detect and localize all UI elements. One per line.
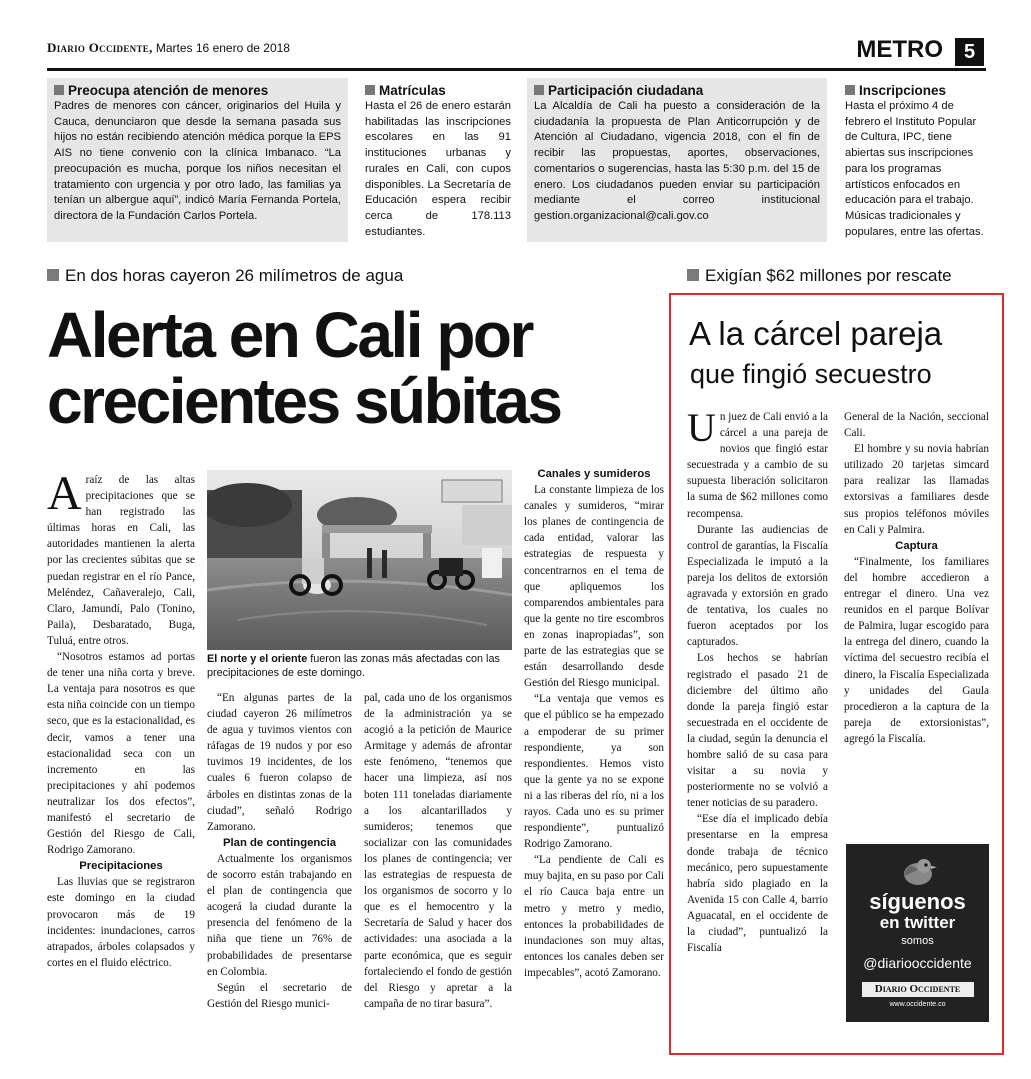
paragraph: Durante las audiencias de control de garantías, la Fiscalía Especializada le imputó a la pareja los delitos de extorsión agravada y extorsión en grado de tentativa, los cuales no fueron aceptados por los capturados. xyxy=(687,523,828,649)
square-bullet-icon xyxy=(365,85,375,95)
subhead-captura: Captura xyxy=(895,539,938,552)
subhead-precipitaciones: Precipitaciones xyxy=(79,860,163,873)
twitter-text: en twitter xyxy=(879,913,956,932)
paragraph: “En algunas partes de la ciudad cayeron 26 milímetros de agua y tuvimos vientos con ráfagas de 19 nudos y por eso tuvimos 19 incidentes, de los cuales 6 fueron colapso de árboles en distintas zonas de la ciudad”, señaló Rodrigo Zamorano. xyxy=(207,692,352,833)
brief-text: Hasta el 26 de enero estarán habilitadas las inscripciones escolares en las 91 instituciones urbanas y rurales en Cali, con cupos disponibles. La Secretaría de Educación espera recibir cerca de 178.113 estudiantes. xyxy=(365,100,511,238)
bird-icon xyxy=(898,854,938,888)
square-bullet-icon xyxy=(687,269,699,281)
side-headline: A la cárcel pareja que fingió secuestro xyxy=(689,315,943,389)
drop-cap: U xyxy=(687,405,716,450)
paragraph: pal, cada uno de los organismos de la administración ya se acogió a la petición de Maurice Armitage y además de afrontar este fenómeno, “tenemos que hacer una limpieza, así nos boten 111 toneladas diariamente a los alcantarillados y sumideros; tenemos que socializar con las comunidades los planes de contingencia; ver las estrategias de respuesta de los organismos de socorro y lo que es el hemocentro y la Secretaría de Salud y hacer dos actividades: una asociada a la parte económica, que es seguir fortaleciendo el fondo de gestión del Riesgo y apretar a la campaña de no tirar basura”. xyxy=(364,692,512,1010)
paragraph: General de la Nación, seccional Cali. xyxy=(844,411,989,440)
paragraph: “Finalmente, los familiares del hombre accedieron a entregar el dinero. Una vez reunidos en el parque Bolívar de Palmira, lugar escogido para la entrega del dinero, cuando la víctima del secuestro recibía el dinero, la Fiscalía Especializada y unidades del Gaula procedieron a la captura de la pareja de extorsionistas”, agregó la Fiscalía. xyxy=(844,555,989,745)
newspaper-name: Diario Occidente, xyxy=(47,40,153,55)
paragraph: “Ese día el implicado debía presentarse en la empresa donde trabaja de técnico mecánico, pero supuestamente habría sido plagiado en la Avenida 15 con Calle 4, barrio Aguacatal, en el occidente de la ciudad”, puntualizó la Fiscalía xyxy=(687,813,828,955)
paragraph: “Nosotros estamos ad portas de tener una niña corta y breve. La ventaja para nosotros es que esta niña coincide con un tiempo seco, que es la estacionalidad, es decir, vamos a tener una estacionalidad seca con un incremento en las precipitaciones y ahí podemos neutralizar los dos efectos”, manifestó el secretario de Gestión del Riesgo de Cali, Rodrigo Zamorano. xyxy=(47,651,195,857)
drop-cap: A xyxy=(47,467,82,520)
brief-matriculas xyxy=(358,78,518,242)
square-bullet-icon xyxy=(845,85,855,95)
follow-text: síguenos xyxy=(869,889,966,914)
brief-title: Participación ciudadana xyxy=(534,82,820,99)
flood-photo xyxy=(207,470,512,650)
subhead-plan-contingencia: Plan de contingencia xyxy=(223,836,336,849)
main-column-2 xyxy=(207,690,352,1012)
paragraph: “La pendiente de Cali es muy bajita, en su paso por Cali el río Cauca baja entre un metro y metro y medio, entonces la probabilidades de inundaciones son muy altas, entonces los canales deben ser impecables”, acotó Zamorano. xyxy=(524,854,664,979)
paragraph: “La ventaja que vemos es que el público se ha empezado a empoderar de su primer respondiente, ya son respondientes. Hemos visto que la gente ya no se expone ni a las riberas del río, ni a los rayos. Cada uno es su primer respondiente”, puntualizó Rodrigo Zamorano. xyxy=(524,693,664,851)
main-headline: Alerta en Cali por crecientes súbitas xyxy=(47,299,561,437)
page-number: 5 xyxy=(955,38,984,66)
paragraph: Según el secretario de Gestión del Riesgo munici- xyxy=(207,981,352,1010)
section-name: METRO xyxy=(856,36,943,63)
brief-text: La Alcaldía de Cali ha puesto a consideración de la ciudadanía la propuesta de Plan Anticorrupción y de Atención al Ciudadano, vigencia 2018, con el fin de recibir las propuestas, aportes, observaciones, comentarios o sugerencias, hasta las 5:30 p.m. del 15 de enero. Los ciudadanos pueden enviar su participación mediante el correo institucional gestion.organizacional@cali.gov.co xyxy=(534,100,820,222)
brief-title: Inscripciones xyxy=(845,82,984,99)
subhead-canales: Canales y sumideros xyxy=(537,468,651,480)
brief-text: Padres de menores con cáncer, originarios del Huila y Cauca, denunciaron que desde la semana pasada sus hijos no están recibiendo atención médica porque la EPS AIS no tiene convenio con la clínica Imbanaco. “La preocupación es mucha, porque los niños necesitan el tratamiento con urgencia y por otro lado, las familias ya tenían un albergue aquí”, indicó María Fernanda Portela, directora de la Fundación Carlos Portela. xyxy=(54,100,341,222)
twitter-handle: @diariooccidente xyxy=(863,955,972,971)
brief-participacion xyxy=(527,78,827,242)
square-bullet-icon xyxy=(47,269,59,281)
side-kicker: Exigían $62 millones por rescate xyxy=(687,266,952,286)
main-column-1 xyxy=(47,467,195,971)
newspaper-logo: Diario Occidente xyxy=(862,982,974,997)
side-column-1 xyxy=(687,405,828,956)
square-bullet-icon xyxy=(54,85,64,95)
paragraph: Los hechos se habrían registrado el pasado 21 de diciembre del último año donde la pareja fingió estar secuestrada en el occidente de la ciudad, según la denuncia el hombre salió de su casa para visitar a su novia y posteriormente no se volvió a tener noticias de su paradero. xyxy=(687,652,828,810)
side-column-2 xyxy=(844,409,989,747)
paragraph: Las lluvias que se registraron este domingo en la ciudad provocaron más de 19 incidentes: inundaciones, carros atrapados, árboles colapsados y cortes en el fluido eléctrico. xyxy=(47,876,195,969)
main-column-3 xyxy=(364,690,512,1012)
brief-inscripciones xyxy=(838,78,991,242)
somos-text: somos xyxy=(901,935,934,947)
brief-menores xyxy=(47,78,348,242)
masthead-line xyxy=(47,40,290,56)
paragraph: Un juez de Cali envió a la cárcel a una pareja de novios que fingió estar secuestrada y a cambio de su supuesta liberación solicitaron la suma de $62 millones como recompensa. xyxy=(687,405,828,520)
twitter-ad xyxy=(846,844,989,1022)
header-rule xyxy=(47,68,986,71)
paragraph: Actualmente los organismos de socorro están trabajando en el plan de contingencia que acogerá la ciudad durante la presencia del fenómeno de la niña que tiene un 76% de probabilidades de presentarse en Colombia. xyxy=(207,852,352,978)
main-column-4 xyxy=(524,466,664,981)
website-url: www.occidente.co xyxy=(889,1001,946,1008)
paragraph: Araíz de las altas precipitaciones que se han registrado las últimas horas en Cali, las autoridades mantienen la alerta por las crecientes súbitas que se puedan registrar en el río Pance, Meléndez, Cañaveralejo, Cali, Claro, Jamundí, Palo (Tonino, Paila), Desbaratado, Buga, Tuluá, entre otros. xyxy=(47,467,195,647)
paragraph: La constante limpieza de los canales y sumideros, “mirar los planes de contingencia de cada entidad, valorar las estrategias de respuesta y concentrarnos en el tema de que apliquemos los comparendos ambientales para que la gente no tire escombros en zonas inapropiadas”, son parte de las estrategias que se están desarrollando desde Gestión del Riesgo municipal. xyxy=(524,484,664,690)
brief-title: Matrículas xyxy=(365,82,511,99)
paragraph: El hombre y su novia habrían utilizado 20 tarjetas simcard para realizar las llamadas extorsivas a familiares desde sus propios teléfonos móviles en Cali y Palmira. xyxy=(844,443,989,536)
main-kicker: En dos horas cayeron 26 milímetros de agua xyxy=(47,266,403,286)
brief-title: Preocupa atención de menores xyxy=(54,82,341,99)
square-bullet-icon xyxy=(534,85,544,95)
issue-date: Martes 16 enero de 2018 xyxy=(155,41,290,55)
brief-text: Hasta el próximo 4 de febrero el Instituto Popular de Cultura, IPC, tiene abiertas sus inscripciones para los programas artísticos enfocados en educación para el trabajo. Músicas tradicionales y populares, entre las ofertas. xyxy=(845,100,984,238)
photo-caption: El norte y el oriente fueron las zonas más afectadas con las precipitaciones de este domingo. xyxy=(207,653,500,679)
